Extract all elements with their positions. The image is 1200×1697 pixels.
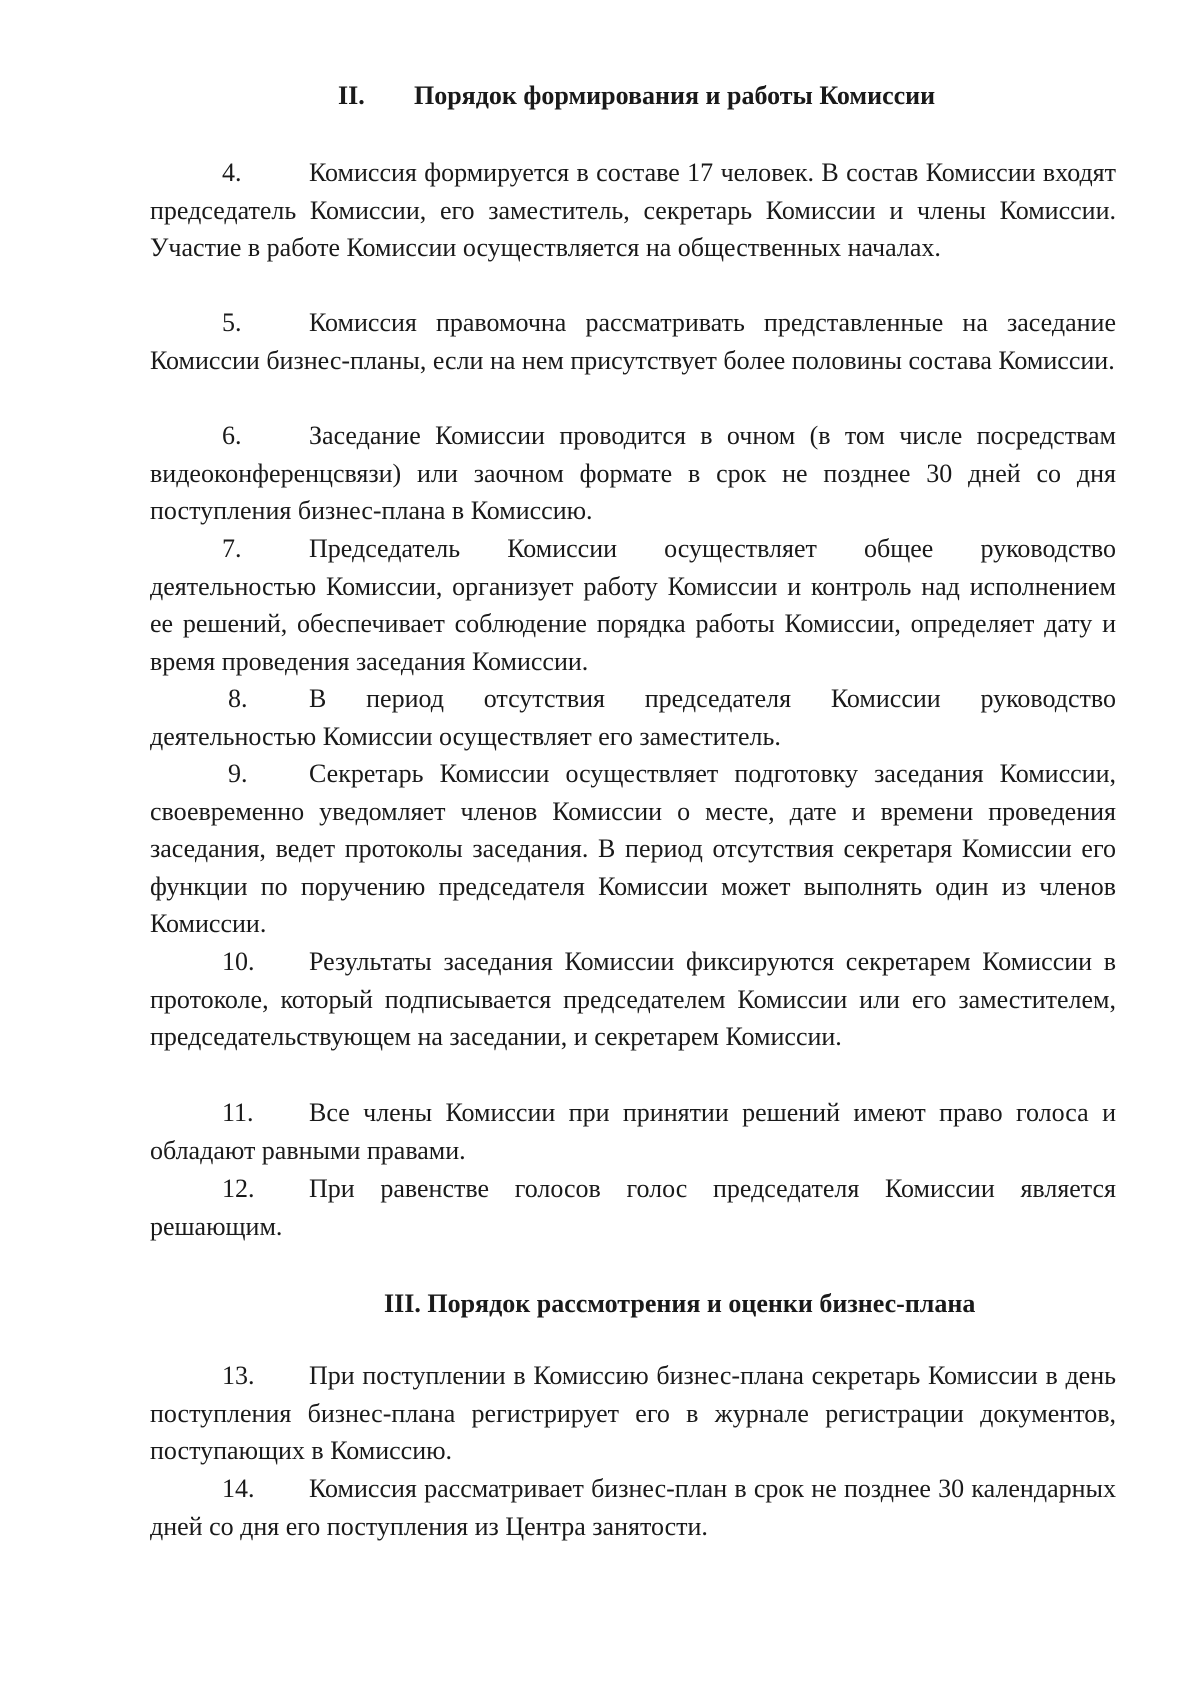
paragraph-text: Все члены Комиссии при принятии решений имеют право голоса и обладают равными правами. [150,1098,1116,1165]
section-2-title: Порядок формирования и работы Комиссии [414,81,936,110]
paragraph-14 [150,1470,1116,1545]
section-2-numeral: II. [338,81,365,110]
paragraph-13 [150,1357,1116,1470]
paragraph-number: 13. [222,1361,255,1390]
section-3-heading: III. Порядок рассмотрения и оценки бизнес-плана [384,1289,976,1318]
paragraph-text: Секретарь Комиссии осуществляет подготовку заседания Комиссии, своевременно уведомляет членов Комиссии о месте, дате и времени проведения заседания, ведет протоколы заседания. В период отсутствия секретаря Комиссии его функции по поручению председателя Комиссии может выполнять один из членов Комиссии. [150,759,1116,938]
paragraph-10 [150,943,1116,1056]
paragraph-12 [150,1170,1116,1245]
paragraph-number: 7. [222,534,242,563]
paragraph-11 [150,1094,1116,1169]
paragraph-9 [150,755,1116,943]
paragraph-number: 10. [222,947,255,976]
paragraph-number: 8. [228,684,248,713]
paragraph-7 [150,530,1116,680]
paragraph-6 [150,417,1116,530]
paragraph-text: Комиссия правомочна рассматривать представленные на заседание Комиссии бизнес-планы, если на нем присутствует более половины состава Комиссии. [150,308,1116,375]
paragraph-text: При поступлении в Комиссию бизнес-плана секретарь Комиссии в день поступления бизнес-плана регистрирует его в журнале регистрации документов, поступающих в Комиссию. [150,1361,1116,1465]
paragraph-text: Комиссия рассматривает бизнес-план в срок не позднее 30 календарных дней со дня его поступления из Центра занятости. [150,1474,1116,1541]
paragraph-4 [150,154,1116,267]
paragraph-number: 14. [222,1474,255,1503]
paragraph-text: Результаты заседания Комиссии фиксируются секретарем Комиссии в протоколе, который подписывается председателем Комиссии или его заместителем, председательствующем на заседании, и секретарем Комиссии. [150,947,1116,1051]
paragraph-number: 5. [222,308,242,337]
paragraph-5 [150,304,1116,379]
paragraph-number: 11. [222,1098,254,1127]
paragraph-text: При равенстве голосов голос председателя Комиссии является решающим. [150,1174,1116,1241]
paragraph-number: 4. [222,158,242,187]
paragraph-text: Председатель Комиссии осуществляет общее руководство деятельностью Комиссии, организует работу Комиссии и контроль над исполнением ее решений, обеспечивает соблюдение порядка работы Комиссии, определяет дату и время проведения заседания Комиссии. [150,534,1116,676]
paragraph-number: 12. [222,1174,255,1203]
section-2-heading [338,77,1038,114]
paragraph-text: Заседание Комиссии проводится в очном (в том числе посредствам видеоконференцсвязи) или заочном формате в срок не позднее 30 дней со дня поступления бизнес-плана в Комиссию. [150,421,1116,525]
paragraph-number: 9. [228,759,248,788]
paragraph-text: Комиссия формируется в составе 17 человек. В состав Комиссии входят председатель Комиссии, его заместитель, секретарь Комиссии и члены Комиссии. Участие в работе Комиссии осуществляется на общественных началах. [150,158,1116,262]
paragraph-text: В период отсутствия председателя Комиссии руководство деятельностью Комиссии осуществляет его заместитель. [150,684,1116,751]
paragraph-8 [150,680,1116,755]
paragraph-number: 6. [222,421,242,450]
